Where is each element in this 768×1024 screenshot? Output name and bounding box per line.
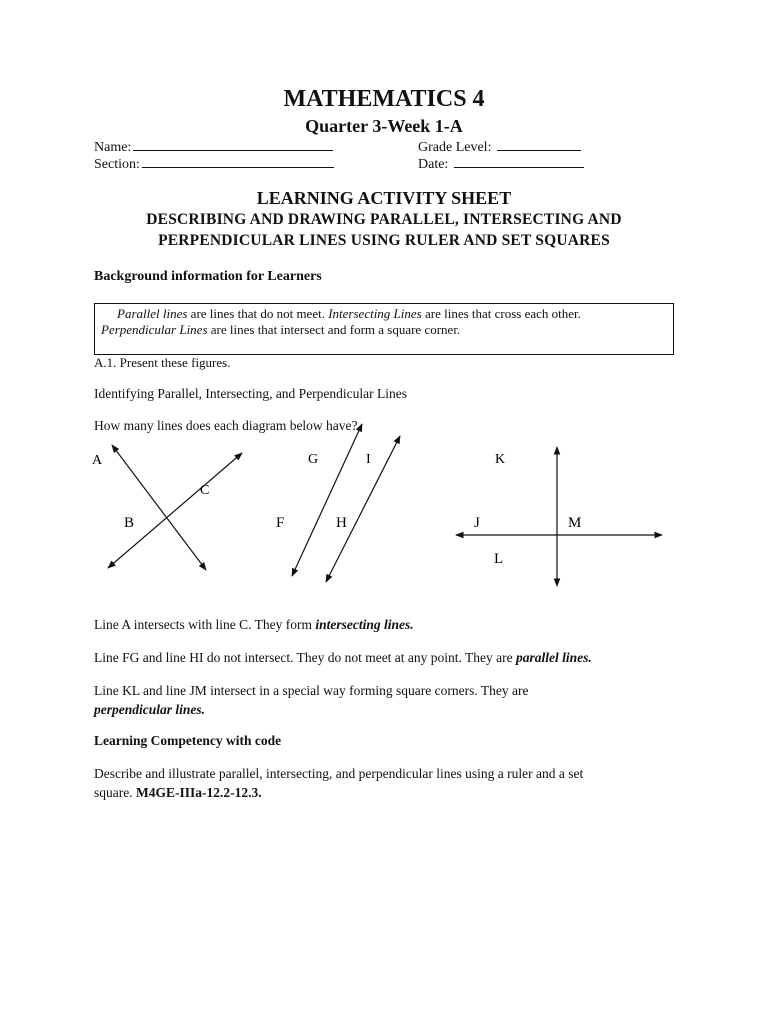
label-h: H bbox=[336, 515, 347, 531]
name-label: Name: bbox=[94, 140, 132, 155]
explanation-perpendicular: Line KL and line JM intersect in a special way forming square corners. They are bbox=[94, 683, 529, 698]
instruction-a1: A.1. Present these figures. bbox=[94, 355, 231, 370]
perpendicular-lines-term-line bbox=[94, 702, 205, 718]
activity-topic-line1: DESCRIBING AND DRAWING PARALLEL, INTERSECTING AND bbox=[146, 211, 622, 228]
perpendicular-lines-figure bbox=[456, 447, 662, 586]
activity-heading: LEARNING ACTIVITY SHEET bbox=[256, 188, 512, 208]
page-title: MATHEMATICS 4 bbox=[283, 86, 485, 112]
perpendicular-term: Perpendicular Lines bbox=[101, 322, 208, 337]
intersecting-lines-figure bbox=[92, 445, 242, 570]
competency-text-line2 bbox=[94, 785, 262, 801]
explanation-parallel-text: Line FG and line HI do not intersect. They do not meet at any point. They are bbox=[94, 650, 517, 665]
line-a bbox=[112, 445, 206, 570]
competency-text-end: square. bbox=[94, 785, 136, 800]
label-i: I bbox=[366, 452, 371, 467]
activity-topic-line2: PERPENDICULAR LINES USING RULER AND SET SQUARES bbox=[158, 232, 610, 249]
competency-heading: Learning Competency with code bbox=[94, 733, 282, 748]
parallel-lines-term: parallel lines. bbox=[516, 650, 592, 665]
line-fg bbox=[292, 424, 362, 576]
label-l: L bbox=[494, 551, 504, 567]
line-hi bbox=[326, 436, 400, 582]
label-m: M bbox=[568, 515, 582, 531]
label-k: K bbox=[495, 452, 506, 467]
explanation-parallel bbox=[94, 650, 592, 666]
label-c: C bbox=[200, 483, 210, 498]
perpendicular-definition: are lines that intersect and form a square corner. bbox=[207, 322, 461, 337]
label-g: G bbox=[308, 452, 319, 467]
instruction-identifying: Identifying Parallel, Intersecting, and Perpendicular Lines bbox=[94, 386, 408, 401]
background-heading: Background information for Learners bbox=[94, 269, 322, 284]
label-j: J bbox=[474, 515, 480, 531]
grade-level-label: Grade Level: bbox=[418, 140, 492, 155]
intersecting-lines-term: intersecting lines. bbox=[315, 617, 414, 632]
instruction-question: How many lines does each diagram below have? bbox=[94, 418, 358, 433]
intersecting-term: Intersecting Lines bbox=[328, 306, 422, 321]
intersecting-definition: are lines that cross each other. bbox=[421, 306, 581, 321]
parallel-definition: are lines that do not meet. bbox=[187, 306, 329, 321]
line-c bbox=[108, 453, 242, 568]
label-a: A bbox=[92, 453, 103, 468]
parallel-term: Parallel lines bbox=[117, 306, 188, 321]
label-b: B bbox=[124, 515, 135, 531]
section-label: Section: bbox=[94, 157, 140, 172]
parallel-lines-figure bbox=[276, 424, 400, 582]
date-label: Date: bbox=[418, 157, 449, 172]
competency-code: M4GE-IIIa-12.2-12.3. bbox=[135, 785, 262, 800]
page-subtitle: Quarter 3-Week 1-A bbox=[305, 116, 463, 136]
explanation-intersecting bbox=[94, 617, 414, 633]
label-f: F bbox=[276, 515, 285, 531]
competency-text-line1: Describe and illustrate parallel, intersecting, and perpendicular lines using a ruler and a set bbox=[94, 766, 584, 781]
explanation-intersecting-text: Line A intersects with line C. They form bbox=[94, 617, 316, 632]
perpendicular-lines-term: perpendicular lines. bbox=[94, 702, 206, 717]
